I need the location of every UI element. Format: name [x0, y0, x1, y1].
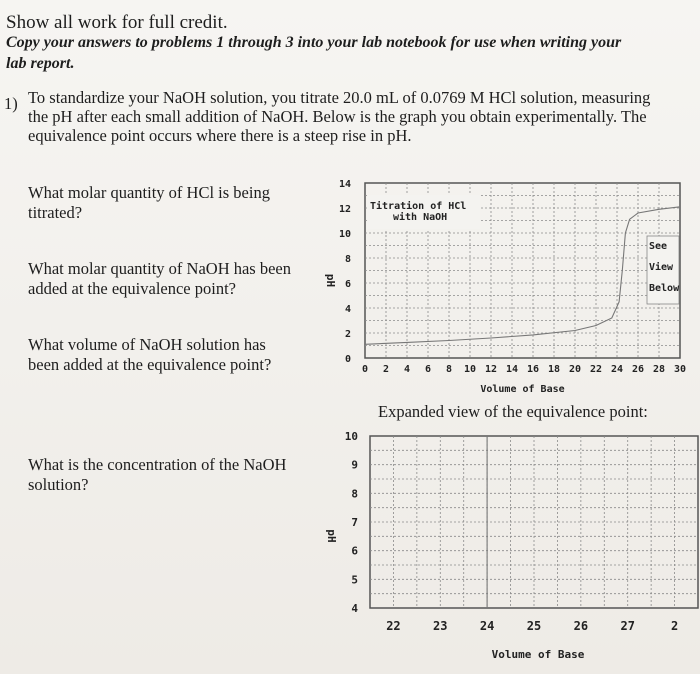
chart2-y-tick-label: 10 [344, 430, 358, 443]
problem-text-line3: equivalence point occurs where there is a steep rise in pH. [28, 126, 412, 145]
problem-text-line1: To standardize your NaOH solution, you titrate 20.0 mL of 0.0769 M HCl solution, measuring [28, 88, 651, 107]
question-line: What is the concentration of the NaOH [28, 455, 287, 474]
chart1-title-line2: with NaOH [393, 212, 448, 223]
chart1-y-tick-label: 12 [338, 204, 351, 215]
chart2-x-tick-label: 2 [670, 619, 679, 633]
chart1-x-tick-label: 24 [610, 364, 624, 375]
titration-curve-chart [320, 178, 700, 404]
question-moles-hcl [28, 183, 270, 223]
problem-number: 1) [4, 94, 18, 113]
question-line: solution? [28, 475, 89, 494]
chart1-y-tick-label: 2 [344, 329, 351, 340]
chart1-x-tick-label: 2 [382, 364, 390, 375]
chart1-x-axis-label: Volume of Base [480, 384, 565, 395]
question-concentration-naoh [28, 455, 286, 495]
chart1-x-tick-label: 6 [424, 364, 432, 375]
chart1-x-tick-label: 20 [568, 364, 582, 375]
chart1-annotation-word: Below [649, 283, 680, 294]
question-volume-naoh [28, 335, 271, 375]
chart1-y-tick-label: 14 [338, 179, 351, 190]
chart2-y-tick-label: 8 [351, 487, 358, 501]
chart1-x-tick-label: 10 [463, 364, 477, 375]
chart2-x-tick-label: 25 [526, 619, 542, 633]
chart1-x-tick-label: 28 [652, 364, 666, 375]
chart1-title-line1: Titration of HCl [370, 201, 467, 212]
chart1-x-tick-label: 14 [505, 364, 519, 375]
question-line: What volume of NaOH solution has [28, 335, 266, 354]
question-line: added at the equivalence point? [28, 279, 236, 298]
chart1-x-tick-label: 30 [673, 364, 687, 375]
instruction-copy-line1: Copy your answers to problems 1 through 3 into your lab notebook for use when writing your [6, 34, 622, 51]
chart1-y-tick-label: 4 [344, 304, 351, 315]
instruction-heading: Show all work for full credit. [6, 12, 228, 33]
chart1-y-tick-label: 8 [344, 254, 351, 265]
question-line: What molar quantity of NaOH has been [28, 259, 292, 278]
expanded-equivalence-chart [320, 428, 700, 672]
chart1-x-tick-label: 18 [547, 364, 561, 375]
chart1-y-tick-label: 10 [338, 229, 351, 240]
chart2-x-tick-label: 23 [433, 619, 448, 633]
chart2-y-axis-label: pH [325, 529, 338, 543]
chart1-y-tick-label: 0 [344, 354, 351, 365]
chart1-annotation-word: See [649, 241, 668, 252]
chart2-y-tick-label: 6 [351, 544, 358, 558]
question-line: titrated? [28, 203, 83, 222]
chart1-x-tick-label: 22 [589, 364, 603, 375]
question-line: been added at the equivalence point? [28, 355, 272, 374]
chart2-x-tick-label: 27 [620, 619, 635, 633]
expanded-view-title: Expanded view of the equivalence point: [378, 402, 648, 421]
question-line: What molar quantity of HCl is being [28, 183, 270, 202]
chart2-y-tick-label: 7 [351, 516, 358, 529]
chart2-y-tick-label: 9 [351, 458, 358, 472]
chart1-y-axis-label: pH [324, 273, 337, 288]
question-moles-naoh [28, 259, 291, 299]
chart1-x-tick-label: 8 [445, 364, 453, 375]
chart1-annotation-word: View [649, 262, 674, 273]
instruction-copy-line2: lab report. [6, 55, 75, 72]
chart1-x-tick-label: 4 [403, 364, 411, 375]
chart1-x-tick-label: 26 [631, 364, 645, 375]
chart2-x-tick-label: 22 [386, 619, 401, 633]
chart2-y-tick-label: 4 [351, 602, 358, 615]
chart2-x-tick-label: 26 [573, 619, 589, 633]
chart1-x-tick-label: 16 [526, 364, 540, 375]
chart2-x-axis-label: Volume of Base [491, 648, 585, 661]
chart1-x-tick-label: 0 [361, 364, 369, 375]
chart1-x-tick-label: 12 [484, 364, 498, 375]
chart2-x-tick-label: 24 [479, 619, 495, 633]
problem-text-line2: the pH after each small addition of NaOH. Below is the graph you obtain experimentally. The [28, 107, 647, 126]
chart2-y-tick-label: 5 [351, 573, 358, 587]
chart1-y-tick-label: 6 [344, 279, 351, 290]
